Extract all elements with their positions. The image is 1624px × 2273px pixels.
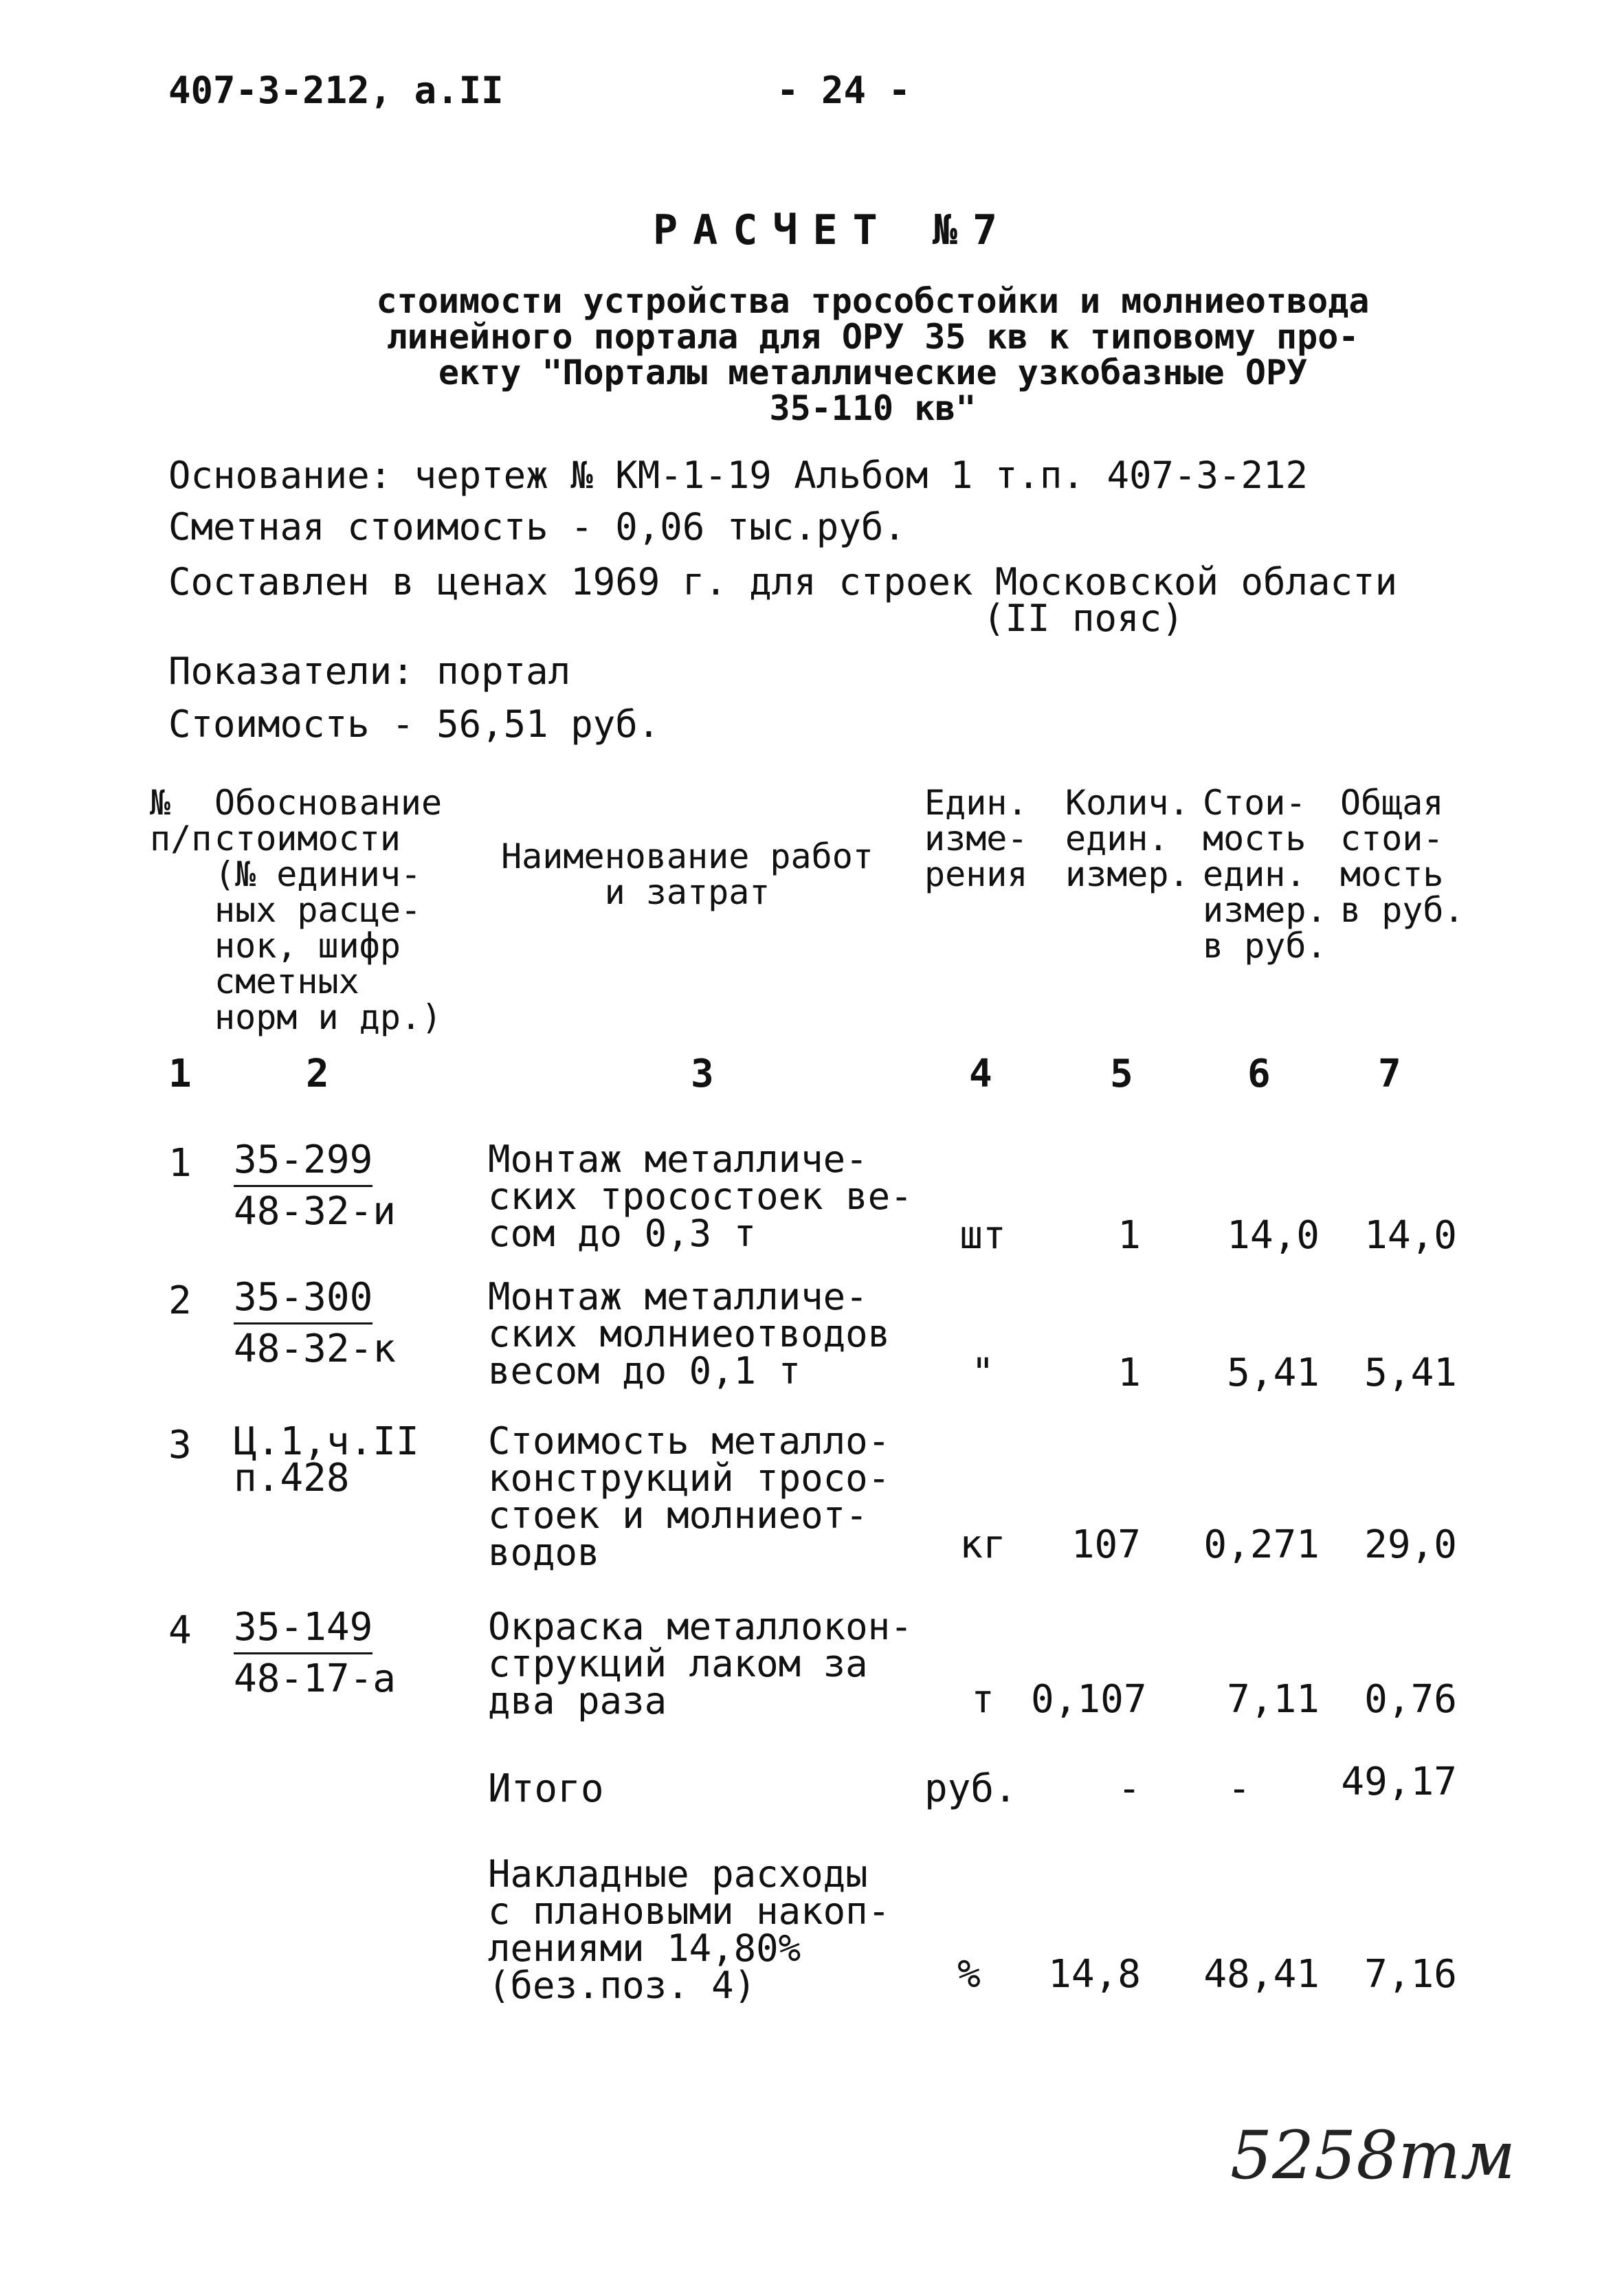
code-top: 35-299 — [234, 1138, 372, 1187]
unit: шт — [959, 1213, 1006, 1258]
overhead-total: 7,16 — [1364, 1952, 1457, 1997]
column-number: 3 — [691, 1052, 714, 1096]
unit: кг — [959, 1522, 1006, 1567]
subtitle-line: екту "Порталы металлические узкобазные ОРУ — [438, 353, 1308, 392]
overhead-label: Накладные расходы с плановыми накоп- лениями 14,80% (без.поз. 4) — [488, 1852, 891, 2007]
overhead-unit-cost: 48,41 — [1203, 1952, 1320, 1997]
subtotal-unit: руб. — [924, 1766, 1017, 1811]
document-code: 407-3-212, а.II — [168, 69, 504, 112]
unit-cost: 5,41 — [1227, 1351, 1320, 1395]
page-title: РАСЧЕТ №7 — [653, 206, 1013, 254]
subtitle-line: 35-110 кв" — [769, 388, 977, 428]
subtitle — [323, 283, 1423, 426]
unit: т — [971, 1677, 994, 1722]
column-number: 6 — [1247, 1052, 1271, 1096]
subtitle-line: линейного портала для ОРУ 35 кв к типовому про- — [386, 317, 1359, 357]
prices-line: Составлен в ценах 1969 г. для строек Московской области — [168, 560, 1398, 603]
unit-cost: 7,11 — [1227, 1677, 1320, 1722]
code-bottom: 48-32-и — [234, 1189, 397, 1234]
header-col-unit: Един. изме- рения — [924, 783, 1028, 894]
quantity: 107 — [1071, 1522, 1141, 1567]
unit: " — [971, 1351, 994, 1395]
subtitle-line: стоимости устройства трособстойки и молниеотвода — [376, 281, 1370, 321]
unit-cost: 14,0 — [1227, 1213, 1320, 1258]
subtotal-total: 49,17 — [1341, 1760, 1457, 1804]
cost-line: Стоимость - 56,51 руб. — [168, 702, 660, 746]
work-name: Монтаж металличе- ских молниеотводов весом до 0,1 т — [488, 1275, 891, 1393]
quantity: 1 — [1117, 1351, 1141, 1395]
work-name: Стоимость металло- конструкций тросо- стоек и молниеот- водов — [488, 1419, 891, 1574]
total-cost: 5,41 — [1364, 1351, 1457, 1395]
overhead-quantity: 14,8 — [1048, 1952, 1141, 1997]
estimated-cost-line: Сметная стоимость - 0,06 тыс.руб. — [168, 505, 906, 548]
code-top: 35-300 — [234, 1275, 372, 1324]
quantity: 1 — [1117, 1213, 1141, 1258]
indicators-line: Показатели: портал — [168, 650, 571, 693]
column-number: 4 — [969, 1052, 992, 1096]
header-col-name: Наименование работ и затрат — [501, 836, 874, 912]
subtotal-quantity: - — [1117, 1766, 1141, 1811]
row-number: 4 — [168, 1608, 192, 1653]
header-col-number: № п/п — [150, 783, 212, 858]
code-top: Ц.1,ч.II — [234, 1419, 419, 1464]
code-bottom: 48-17-а — [234, 1656, 397, 1701]
header-col-qty: Колич. един. измер. — [1065, 783, 1190, 894]
overhead-unit: % — [957, 1952, 981, 1997]
row-number: 2 — [168, 1278, 192, 1323]
handwritten-note: 5258тм — [1230, 2117, 1515, 2194]
basis-line: Основание: чертеж № КМ-1-19 Альбом 1 т.п. 407-3-212 — [168, 454, 1309, 497]
total-cost: 0,76 — [1364, 1677, 1457, 1722]
code-bottom: п.428 — [234, 1456, 350, 1500]
column-number: 7 — [1378, 1052, 1401, 1096]
header-col-unit-cost: Стои- мость един. измер. в руб. — [1203, 783, 1327, 966]
quantity: 0,107 — [1031, 1677, 1147, 1722]
work-name: Монтаж металличе- ских тросостоек ве- сом до 0,3 т — [488, 1138, 913, 1255]
work-name: Окраска металлокон- струкций лаком за два раза — [488, 1605, 913, 1722]
zone-line: (II пояс) — [983, 597, 1184, 640]
total-cost: 14,0 — [1364, 1213, 1457, 1258]
column-number: 5 — [1110, 1052, 1133, 1096]
column-number: 2 — [306, 1052, 329, 1096]
row-number: 1 — [168, 1141, 192, 1186]
header-col-total: Общая стои- мость в руб. — [1340, 783, 1465, 930]
total-cost: 29,0 — [1364, 1522, 1457, 1567]
header-col-basis: Обоснование стоимости (№ единич- ных расце- нок, шифр сметных норм и др.) — [214, 783, 443, 1037]
code-top: 35-149 — [234, 1605, 372, 1654]
row-number: 3 — [168, 1423, 192, 1467]
code-bottom: 48-32-к — [234, 1327, 397, 1371]
unit-cost: 0,271 — [1203, 1522, 1320, 1567]
subtotal-unit-cost: - — [1227, 1766, 1251, 1811]
subtotal-label: Итого — [488, 1766, 604, 1811]
page-number: - 24 - — [777, 69, 911, 112]
column-number: 1 — [168, 1052, 192, 1096]
